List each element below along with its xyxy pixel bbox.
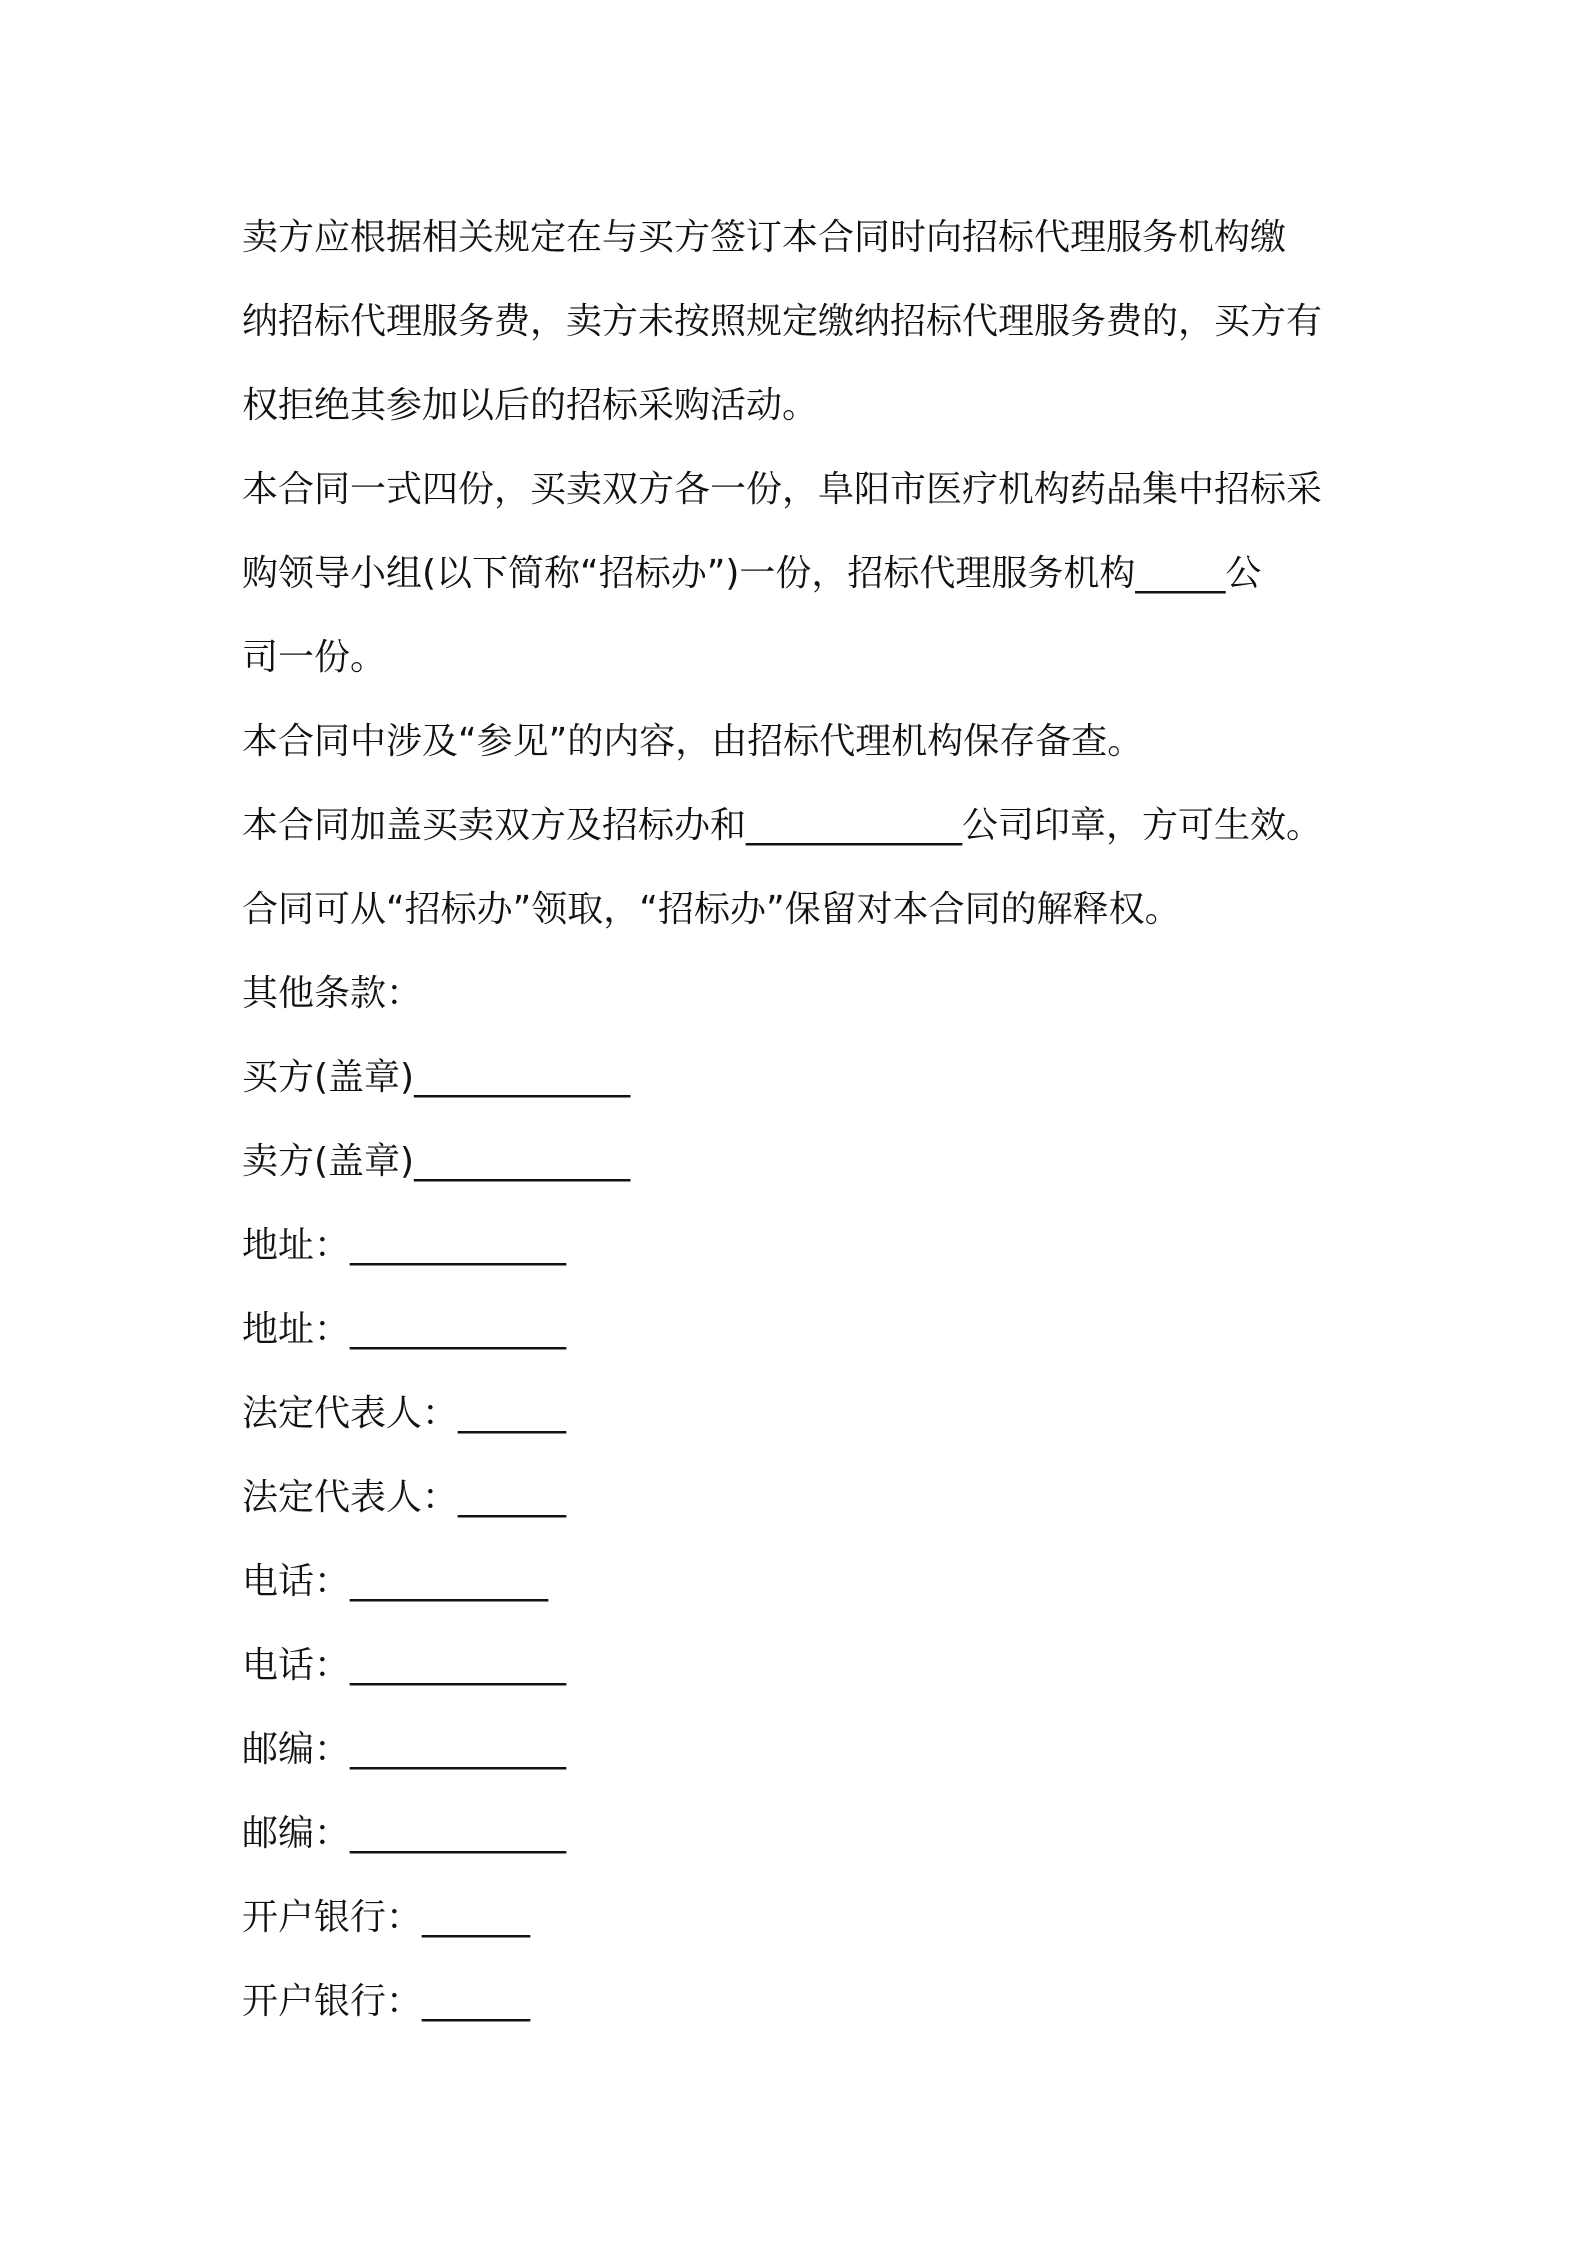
field-label: 卖方(盖章)	[242, 1141, 415, 1182]
paragraph-effective	[242, 784, 1372, 868]
field-label: 邮编：	[242, 1813, 351, 1854]
field-label: 电话：	[242, 1561, 351, 1602]
text-line: 合同可从“招标办”领取，“招标办”保留对本合同的解释权。	[242, 889, 1181, 930]
text-line: 司一份。	[242, 637, 387, 678]
text-line: 权拒绝其参加以后的招标采购活动。	[242, 385, 819, 426]
fill-blank: ___________	[350, 1561, 549, 1602]
paragraph-reference	[242, 700, 1372, 784]
field-label: 电话：	[242, 1645, 351, 1686]
signature-fields	[242, 1036, 1372, 2044]
field-label: 法定代表人：	[242, 1393, 459, 1434]
fill-blank: ____________	[350, 1309, 567, 1350]
buyer-seal-field	[242, 1036, 1372, 1120]
fill-blank: ____________	[350, 1729, 567, 1770]
field-label: 地址：	[242, 1309, 351, 1350]
fill-blank: ____________	[414, 1141, 631, 1182]
address-field	[242, 1204, 1372, 1288]
phone-field	[242, 1624, 1372, 1708]
field-label: 法定代表人：	[242, 1477, 459, 1518]
address-field	[242, 1288, 1372, 1372]
fill-blank: ______	[422, 1981, 531, 2022]
field-label: 买方(盖章)	[242, 1057, 415, 1098]
text-line: 本合同加盖买卖双方及招标办和____________公司印章，方可生效。	[242, 805, 1323, 846]
legal-representative-field	[242, 1456, 1372, 1540]
fill-blank: ____________	[350, 1645, 567, 1686]
text-line: 本合同一式四份，买卖双方各一份，阜阳市医疗机构药品集中招标采	[242, 469, 1323, 510]
fill-blank: ______	[458, 1393, 567, 1434]
fill-blank: ____________	[350, 1813, 567, 1854]
postcode-field	[242, 1792, 1372, 1876]
seller-seal-field	[242, 1120, 1372, 1204]
paragraph-interpretation	[242, 868, 1372, 952]
paragraph-other-terms	[242, 952, 1372, 1036]
field-label: 开户银行：	[242, 1897, 423, 1938]
text-line: 卖方应根据相关规定在与买方签订本合同时向招标代理服务机构缴	[242, 217, 1287, 258]
text-line: 本合同中涉及“参见”的内容，由招标代理机构保存备查。	[242, 721, 1144, 762]
document-body	[242, 196, 1372, 2044]
fill-blank: ____________	[350, 1225, 567, 1266]
field-label: 邮编：	[242, 1729, 351, 1770]
fill-blank: ______	[458, 1477, 567, 1518]
field-label: 开户银行：	[242, 1981, 423, 2022]
text-line: 纳招标代理服务费，卖方未按照规定缴纳招标代理服务费的，买方有	[242, 301, 1323, 342]
paragraph-copies	[242, 448, 1372, 700]
legal-representative-field	[242, 1372, 1372, 1456]
fill-blank: ______	[422, 1897, 531, 1938]
text-line: 其他条款：	[242, 973, 423, 1014]
text-line: 购领导小组(以下简称“招标办”)一份，招标代理服务机构_____公	[242, 553, 1262, 594]
postcode-field	[242, 1708, 1372, 1792]
fill-blank: ____________	[414, 1057, 631, 1098]
bank-field	[242, 1876, 1372, 1960]
field-label: 地址：	[242, 1225, 351, 1266]
bank-field	[242, 1960, 1372, 2044]
phone-field	[242, 1540, 1372, 1624]
paragraph-service-fee	[242, 196, 1372, 448]
